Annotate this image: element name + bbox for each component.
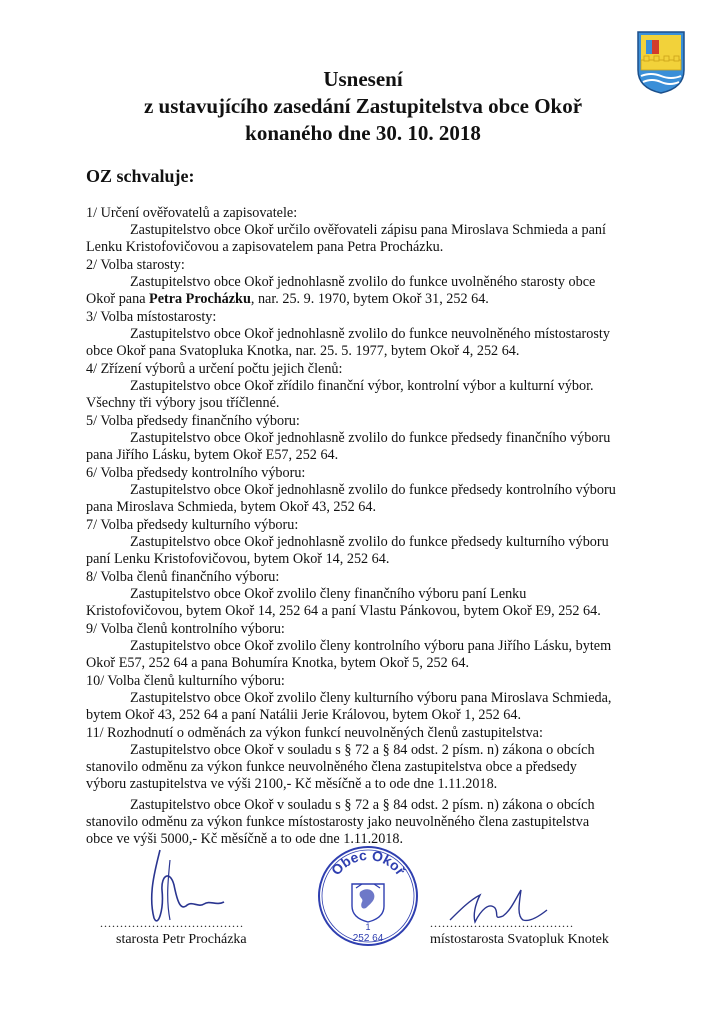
resolution-item-8	[86, 569, 646, 620]
item-heading: 10/ Volba členů kulturního výboru:	[86, 673, 285, 689]
deputy-mayor-signature-label: místostarosta Svatopluk Knotek	[430, 932, 609, 947]
item-text: Zastupitelstvo obce Okoř jednohlasně zvolilo do funkce předsedy finančního výboru	[130, 430, 611, 446]
item-text: Zastupitelstvo obce Okoř zvolilo členy kulturního výboru pana Miroslava Schmieda,	[130, 690, 612, 706]
resolution-item-1	[86, 205, 646, 256]
item-text: Zastupitelstvo obce Okoř určilo ověřovateli zápisu pana Miroslava Schmieda a paní	[130, 222, 606, 238]
item-heading: 11/ Rozhodnutí o odměnách za výkon funkcí neuvolněných členů zastupitelstva:	[86, 725, 543, 741]
mayor-name: Petra Procházku	[149, 291, 251, 307]
item-heading: 9/ Volba členů kontrolního výboru:	[86, 621, 285, 637]
item-text: Zastupitelstvo obce Okoř zvolilo členy kontrolního výboru pana Jiřího Lásku, bytem	[130, 638, 612, 654]
section-title: OZ schvaluje:	[86, 166, 195, 186]
item-text: Lenku Kristofovičovou a zapisovatelem pana Petra Procházku.	[86, 239, 444, 255]
item-heading: 3/ Volba místostarosty:	[86, 309, 217, 325]
item-text: stanovilo odměnu za výkon funkce neuvolněného člena zastupitelstva obce a předsedy	[86, 759, 577, 775]
item-heading: 1/ Určení ověřovatelů a zapisovatele:	[86, 205, 298, 221]
item-text: Kristofovičovou, bytem Okoř 14, 252 64 a paní Vlastu Pánkovou, bytem Okoř E9, 252 64.	[86, 603, 601, 619]
stamp-top-text: Obec Okoř	[327, 846, 409, 879]
meeting-date: konaného dne 30. 10. 2018	[245, 121, 481, 145]
item-text: Zastupitelstvo obce Okoř jednohlasně zvolilo do funkce uvolněného starosty obce	[130, 274, 596, 290]
item-heading: 8/ Volba členů finančního výboru:	[86, 569, 280, 585]
item-text: obce ve výši 5000,- Kč měsíčně a to ode dne 1.11.2018.	[86, 831, 404, 847]
item-text: obce Okoř pana Svatopluka Knotka, nar. 25. 5. 1977, bytem Okoř 4, 252 64.	[86, 343, 520, 359]
document-title: Usnesení	[323, 67, 403, 91]
resolution-item-10	[86, 673, 646, 724]
item-text: Zastupitelstvo obce Okoř jednohlasně zvolilo do funkce předsedy kontrolního výboru	[130, 482, 616, 498]
item-text: bytem Okoř 43, 252 64 a paní Natálii Jerie Královou, bytem Okoř 1, 252 64.	[86, 707, 521, 723]
resolution-item-2	[86, 257, 646, 308]
item-heading: 6/ Volba předsedy kontrolního výboru:	[86, 465, 306, 481]
item-heading: 5/ Volba předsedy finančního výboru:	[86, 413, 300, 429]
item-text: Zastupitelstvo obce Okoř v souladu s § 72 a § 84 odst. 2 písm. n) zákona o obcích	[130, 797, 595, 813]
resolution-item-4	[86, 361, 646, 412]
stamp-zip: 252 64	[352, 933, 384, 944]
resolution-item-3	[86, 309, 646, 360]
resolution-item-11	[86, 725, 646, 848]
item-text: paní Lenku Kristofovičovou, bytem Okoř 14, 252 64.	[86, 551, 390, 567]
item-text: pana Jiřího Lásku, bytem Okoř E57, 252 64.	[86, 447, 339, 463]
resolution-list	[86, 204, 646, 848]
item-text: Zastupitelstvo obce Okoř zřídilo finanční výbor, kontrolní výbor a kulturní výbor.	[130, 378, 594, 394]
item-heading: 4/ Zřízení výborů a určení počtu jejich členů:	[86, 361, 343, 377]
resolution-item-9	[86, 621, 646, 672]
item-text-part: Okoř pana	[86, 291, 150, 307]
item-text	[86, 291, 646, 308]
signature-line-right: ....................................	[430, 916, 574, 930]
stamp-emblem-icon	[352, 884, 384, 922]
official-stamp	[316, 844, 420, 948]
signature-line-left: ....................................	[100, 916, 244, 930]
item-text: Zastupitelstvo obce Okoř zvolilo členy finančního výboru paní Lenku	[130, 586, 527, 602]
stamp-number: 1	[365, 922, 371, 932]
item-text-part: , nar. 25. 9. 1970, bytem Okoř 31, 252 64.	[250, 291, 489, 307]
item-text: Všechny tři výbory jsou tříčlenné.	[86, 395, 280, 411]
item-text: pana Miroslava Schmieda, bytem Okoř 43, 252 64.	[86, 499, 376, 515]
item-heading: 7/ Volba předsedy kulturního výboru:	[86, 517, 299, 533]
item-text: stanovilo odměnu za výkon funkce místostarosty jako neuvolněného člena zastupitelstva	[86, 814, 590, 830]
item-text: Okoř E57, 252 64 a pana Bohumíra Knotka, bytem Okoř 5, 252 64.	[86, 655, 470, 671]
resolution-item-7	[86, 517, 646, 568]
item-heading: 2/ Volba starosty:	[86, 257, 185, 273]
item-text: Zastupitelstvo obce Okoř jednohlasně zvolilo do funkce neuvolněného místostarosty	[130, 326, 610, 342]
resolution-item-5	[86, 413, 646, 464]
item-text: výboru zastupitelstva ve výši 2100,- Kč měsíčně a to ode dne 1.11.2018.	[86, 776, 498, 792]
item-text: Zastupitelstvo obce Okoř v souladu s § 72 a § 84 odst. 2 písm. n) zákona o obcích	[130, 742, 595, 758]
resolution-item-6	[86, 465, 646, 516]
document-subtitle: z ustavujícího zasedání Zastupitelstva obce Okoř	[143, 94, 583, 118]
mayor-signature-label: starosta Petr Procházka	[116, 932, 247, 947]
item-text: Zastupitelstvo obce Okoř jednohlasně zvolilo do funkce předsedy kulturního výboru	[130, 534, 609, 550]
